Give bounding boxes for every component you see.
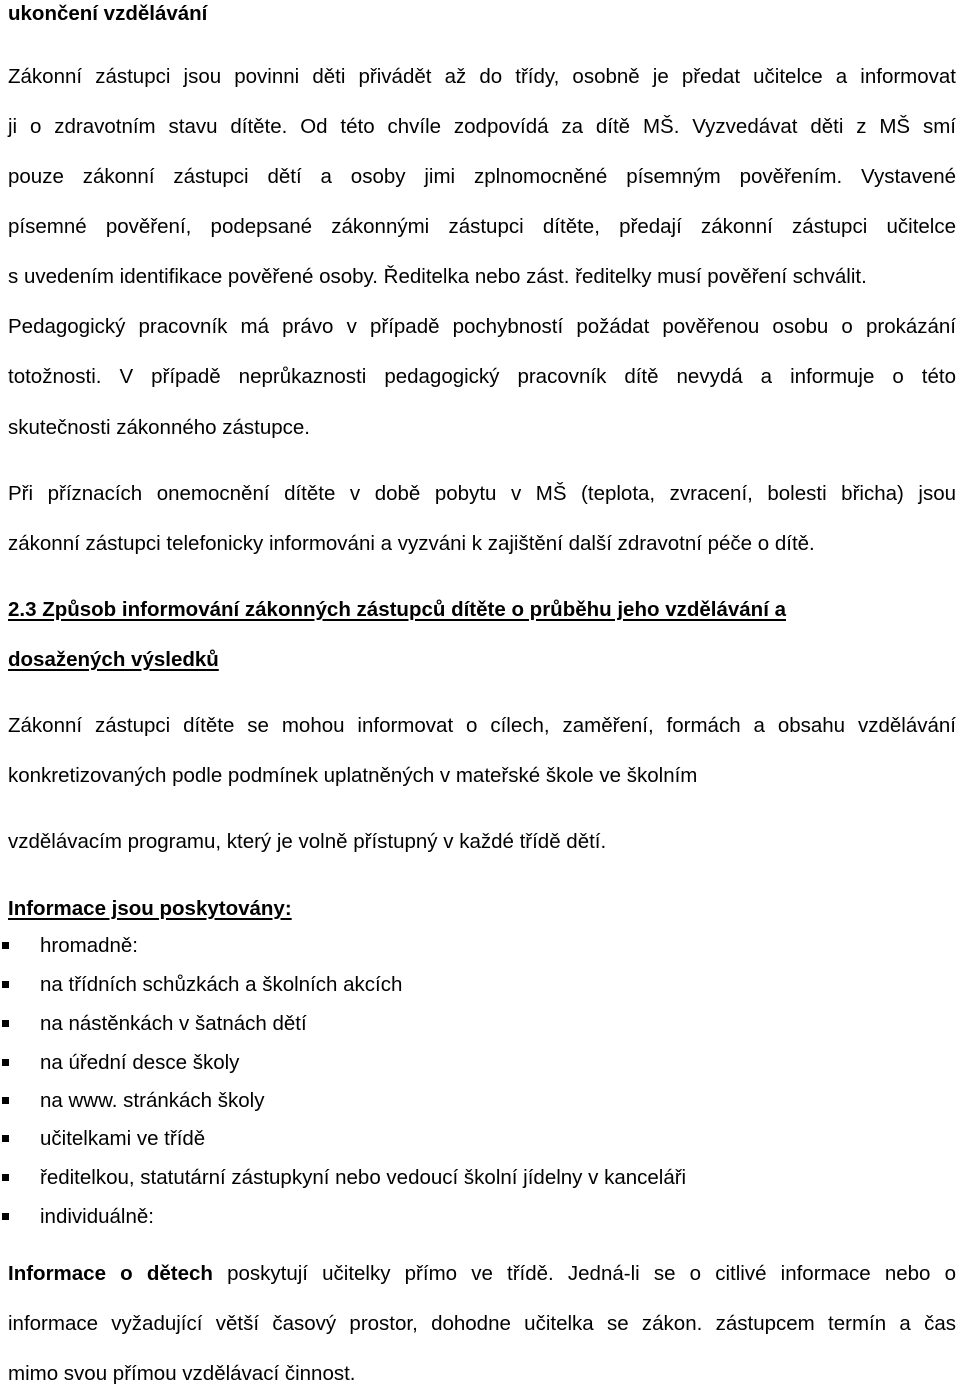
list-item: na úřední desce školy	[40, 1051, 240, 1074]
list-item: učitelkami ve třídě	[40, 1127, 206, 1150]
info-heading: Informace jsou poskytovány:	[8, 897, 292, 920]
para2-line-1: Při příznacích onemocnění dítěte v době pobytu v MŠ (teplota, zvracení, bolesti břicha) jsou	[8, 482, 956, 505]
bullet-square-icon	[2, 1213, 9, 1220]
section-tail-heading: ukončení vzdělávání	[8, 2, 208, 25]
para1-line-1: Zákonní zástupci jsou povinni děti přivádět až do třídy, osobně je předat učitelce a informovat	[8, 65, 956, 88]
para1-line-6: Pedagogický pracovník má právo v případě pochybností požádat pověřenou osobu o prokázání	[8, 315, 956, 338]
section-heading-line-1: 2.3 Způsob informování zákonných zástupců dítěte o průběhu jeho vzdělávání a	[8, 598, 786, 621]
para2-line-2: zákonní zástupci telefonicky informováni a vyzváni k zajištění další zdravotní péče o dítě.	[8, 532, 815, 555]
list-item: individuálně:	[40, 1205, 154, 1228]
para1-line-3: pouze zákonní zástupci dětí a osoby jimi zplnomocněné písemným pověřením. Vystavené	[8, 165, 956, 188]
para1-line-8: skutečnosti zákonného zástupce.	[8, 416, 310, 439]
para1-line-5: s uvedením identifikace pověřené osoby. Ředitelka nebo zást. ředitelky musí pověření schválit.	[8, 265, 867, 288]
para4-line-2: informace vyžadující větší časový prostor, dohodne učitelka se zákon. zástupcem termín a čas	[8, 1312, 956, 1335]
para4-line-1-rest: poskytují učitelky přímo ve třídě. Jedná-li se o citlivé informace nebo o	[212, 1262, 956, 1285]
list-item: ředitelkou, statutární zástupkyní nebo vedoucí školní jídelny v kanceláři	[40, 1166, 687, 1189]
para3-line-2: konkretizovaných podle podmínek uplatněných v mateřské škole ve školním	[8, 764, 698, 787]
para1-line-2: ji o zdravotním stavu dítěte. Od této chvíle zodpovídá za dítě MŠ. Vyzvedávat děti z MŠ smí	[8, 115, 956, 138]
bullet-square-icon	[2, 1020, 9, 1027]
para3-line-1: Zákonní zástupci dítěte se mohou informovat o cílech, zaměření, formách a obsahu vzdělávání	[8, 714, 956, 737]
para4-line-3: mimo svou přímou vzdělávací činnost.	[8, 1362, 356, 1385]
bullet-square-icon	[2, 942, 9, 949]
para3-line-3: vzdělávacím programu, který je volně přístupný v každé třídě dětí.	[8, 830, 607, 853]
para1-line-4: písemné pověření, podepsané zákonnými zástupci dítěte, předají zákonní zástupci učitelce	[8, 215, 956, 238]
para4-line-1	[8, 1262, 956, 1286]
bullet-square-icon	[2, 1135, 9, 1142]
para1-line-7: totožnosti. V případě neprůkaznosti pedagogický pracovník dítě nevydá a informuje o této	[8, 365, 956, 388]
bullet-square-icon	[2, 1174, 9, 1181]
bullet-square-icon	[2, 1059, 9, 1066]
list-item: na třídních schůzkách a školních akcích	[40, 973, 403, 996]
para4-bold-lead: Informace o dětech	[8, 1262, 213, 1285]
list-item: na nástěnkách v šatnách dětí	[40, 1012, 307, 1035]
list-item: na www. stránkách školy	[40, 1089, 265, 1112]
bullet-square-icon	[2, 1097, 9, 1104]
list-item: hromadně:	[40, 934, 139, 957]
bullet-square-icon	[2, 981, 9, 988]
section-heading-line-2: dosažených výsledků	[8, 648, 219, 671]
